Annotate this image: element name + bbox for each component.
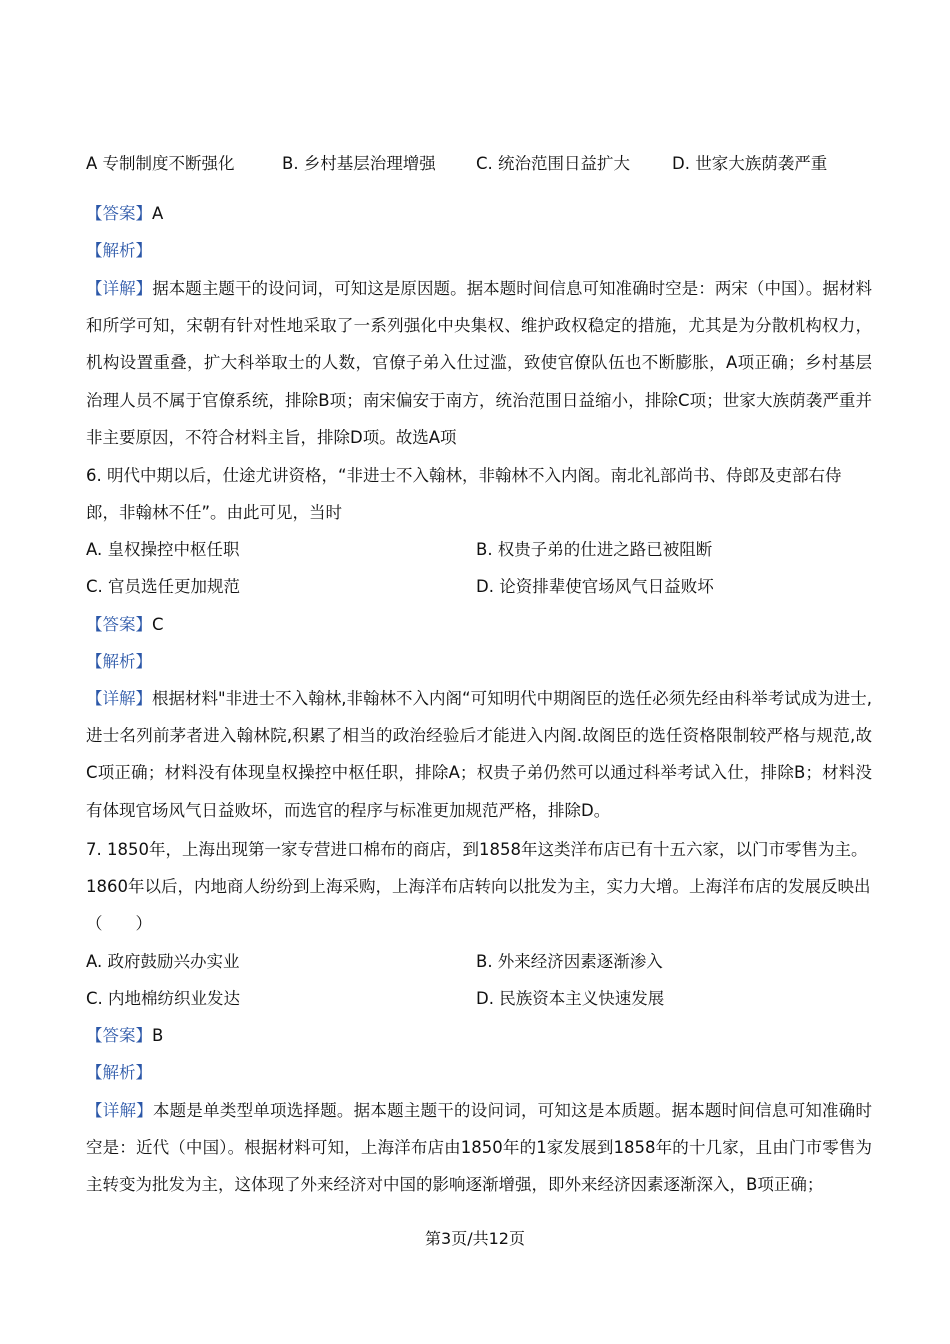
- q5-analysis-heading: [86, 240, 152, 262]
- q7-option-c: C. 内地棉纺织业发达: [86, 989, 241, 1008]
- analysis-tag: 【解析】: [86, 1063, 152, 1082]
- answer-tag: 【答案】: [86, 615, 152, 634]
- q6-option-d: D. 论资排辈使官场风气日益败坏: [476, 577, 714, 596]
- q7-detail: [86, 1092, 872, 1204]
- q6-option-a: A. 皇权操控中枢任职: [86, 540, 240, 559]
- q6-analysis-heading: [86, 651, 152, 673]
- q7-option-d: D. 民族资本主义快速发展: [476, 989, 665, 1008]
- q6-detail-text: 根据材料"非进士不入翰林,非翰林不入内阁“可知明代中期阁臣的选任必须先经由科举考试成为进士,进士名列前茅者进入翰林院,积累了相当的政治经验后才能进入内阁.故阁臣的选任资格限制较严格与规范,故C项正确；材料没有体现皇权操控中枢任职，排除A；权贵子弟仍然可以通过科举考试入仕，排除B；材料没有体现官场风气日益败坏，而选官的程序与标准更加规范严格，排除D。: [86, 689, 872, 820]
- q6-detail: [86, 680, 872, 829]
- q6-stem: 6. 明代中期以后，仕途尤讲资格，“非进士不入翰林，非翰林不入内阁。南北礼部尚书、侍郎及吏部右侍郎，非翰林不任”。由此可见，当时: [86, 466, 842, 523]
- q7-option-b: B. 外来经济因素逐渐渗入: [476, 952, 663, 971]
- q5-detail: [86, 270, 872, 456]
- q5-option-a: A 专制制度不断强化: [86, 154, 235, 173]
- q7-option-a: A. 政府鼓励兴办实业: [86, 952, 240, 971]
- q5-option-c: C. 统治范围日益扩大: [476, 154, 631, 173]
- analysis-tag: 【解析】: [86, 241, 152, 260]
- analysis-tag: 【解析】: [86, 652, 152, 671]
- answer-tag: 【答案】: [86, 1026, 152, 1045]
- q7-detail-text: 本题是单类型单项选择题。据本题主题干的设问词，可知这是本质题。据本题时间信息可知准确时空是：近代（中国）。根据材料可知，上海洋布店由1850年的1家发展到1858年的十几家，且由门市零售为主转变为批发为主，这体现了外来经济对中国的影响逐渐增强，即外来经济因素逐渐深入，B项正确；: [86, 1101, 873, 1195]
- q5-detail-text: 据本题主题干的设问词，可知这是原因题。据本题时间信息可知准确时空是：两宋（中国）。据材料和所学可知，宋朝有针对性地采取了一系列强化中央集权、维护政权稳定的措施，尤其是为分散机构权力，机构设置重叠，扩大科举取士的人数，官僚子弟入仕过滥，致使官僚队伍也不断膨胀，A项正确；乡村基层治理人员不属于官僚系统，排除B项；南宋偏安于南方，统治范围日益缩小，排除C项；世家大族荫袭严重并非主要原因，不符合材料主旨，排除D项。故选A项: [86, 279, 873, 447]
- detail-tag: 【详解】: [86, 1101, 153, 1120]
- q5-option-b: B. 乡村基层治理增强: [282, 154, 436, 173]
- q6-answer-line: [86, 614, 164, 636]
- q5-answer: A: [152, 204, 164, 223]
- q7-answer-line: [86, 1025, 163, 1047]
- q7-answer: B: [152, 1026, 164, 1045]
- detail-tag: 【详解】: [86, 689, 153, 708]
- q7-stem: 7. 1850年，上海出现第一家专营进口棉布的商店，到1858年这类洋布店已有十五六家，以门市零售为主。1860年以后，内地商人纷纷到上海采购，上海洋布店转向以批发为主，实力大增。上海洋布店的发展反映出（ ）: [86, 840, 871, 934]
- q5-option-d: D. 世家大族荫袭严重: [672, 154, 828, 173]
- q6-option-c: C. 官员选任更加规范: [86, 577, 241, 596]
- detail-tag: 【详解】: [86, 279, 153, 298]
- q6-option-b: B. 权贵子弟的仕进之路已被阻断: [476, 540, 713, 559]
- q5-answer-line: [86, 203, 163, 225]
- q7-analysis-heading: [86, 1062, 152, 1084]
- answer-tag: 【答案】: [86, 204, 152, 223]
- q6-answer: C: [152, 615, 164, 634]
- page-footer: 第3页/共12页: [425, 1229, 525, 1248]
